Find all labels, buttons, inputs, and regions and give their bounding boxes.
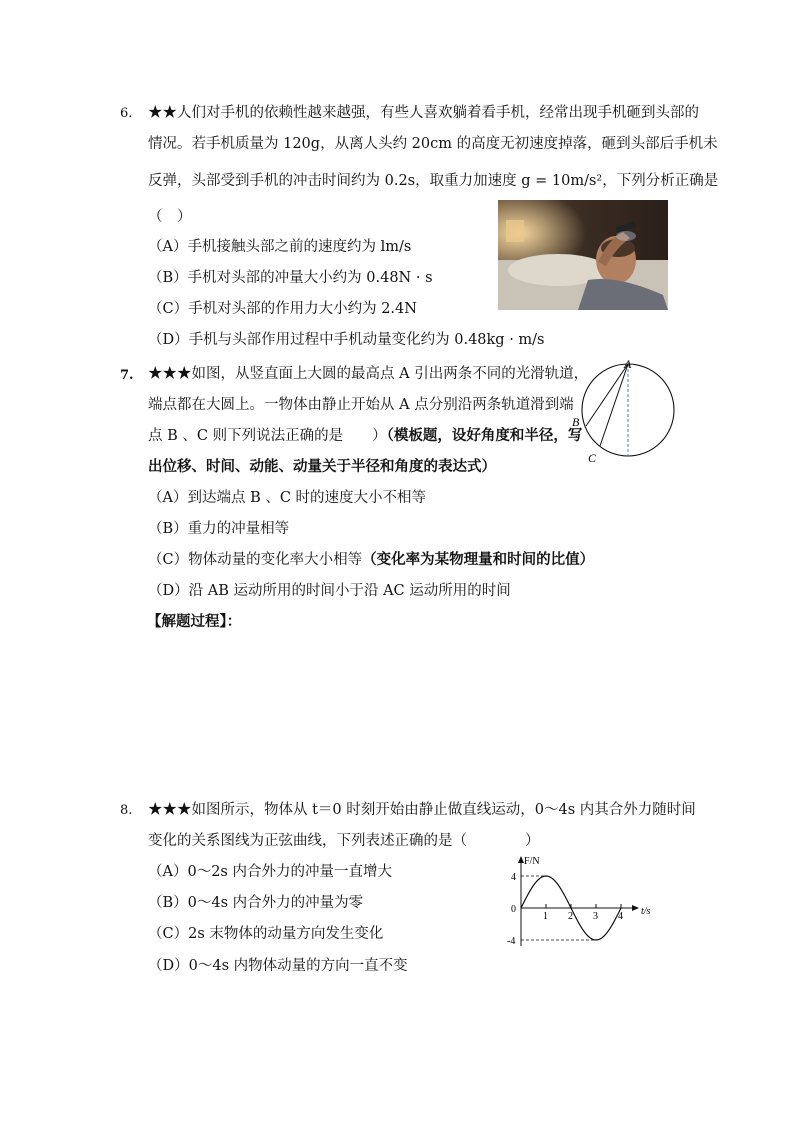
track-ac: [600, 364, 628, 446]
q7-option-c: [148, 551, 594, 569]
q7-option-b: （B）重力的冲量相等: [148, 521, 290, 537]
q6-stem-line-3: 反弹，头部受到手机的冲击时间约为 0.2s，取重力加速度 g = 10m/s²，下列分析正确是: [148, 173, 719, 189]
point-b-label: B: [572, 415, 580, 429]
q6-option-a: （A）手机接触头部之前的速度约为 lm/s: [148, 239, 412, 255]
q6-stem-line-2: 情况。若手机质量为 120g，从离人头约 20cm 的高度无初速度掉落，砸到头部后手机未: [148, 136, 718, 152]
q7-option-a: （A）到达端点 B 、C 时的速度大小不相等: [148, 490, 427, 506]
x-axis-arrow: [632, 905, 639, 911]
q6-answer-bracket: （ ）: [148, 209, 192, 225]
force-time-chart: [505, 852, 665, 952]
q6-option-b: （B）手机对头部的冲量大小约为 0.48N · s: [148, 270, 433, 286]
question-6-number: 6.: [120, 106, 133, 121]
x-axis-label: t/s: [641, 906, 651, 917]
q7-solution-label: 【解题过程】：: [147, 613, 242, 630]
track-ab: [586, 364, 628, 426]
x-tick-label-4: 4: [618, 911, 623, 922]
q7-hint-part-1: （模板题，设好角度和半径，写: [386, 427, 583, 444]
q7-stem-line-1: ★★★如图，从竖直面上大圆的最高点 A 引出两条不同的光滑轨道，: [148, 366, 589, 382]
question-8-number: 8.: [120, 803, 133, 818]
q7-option-d: （D）沿 AB 运动所用的时间小于沿 AC 运动所用的时间: [148, 583, 511, 599]
y-tick-label-0: 4: [511, 872, 516, 883]
q8-stem-line-1: ★★★如图所示，物体从 t＝0 时刻开始由静止做直线运动，0～4s 内其合外力随时间: [148, 802, 696, 818]
q7-option-c-note: （变化率为某物理量和时间的比值）: [362, 551, 595, 568]
q7-hint-part-2: 出位移、时间、动能、动量关于半径和角度的表达式）: [148, 458, 496, 475]
q8-option-b: （B）0～4s 内合外力的冲量为零: [148, 895, 364, 911]
x-tick-label-2: 2: [568, 911, 573, 922]
circle-track-figure: [568, 358, 678, 468]
q8-option-d: （D）0～4s 内物体动量的方向一直不变: [148, 958, 408, 974]
q8-stem-line-2: 变化的关系图线为正弦曲线，下列表述正确的是（ ）: [148, 833, 540, 849]
q7-stem-line-3: [148, 427, 582, 445]
point-c-label: C: [588, 451, 597, 465]
y-axis-label: F/N: [524, 856, 540, 867]
q7-stem-line-2: 端点都在大圆上。一物体由静止开始从 A 点分别沿两条轨道滑到端: [148, 397, 574, 413]
x-tick-label-1: 1: [543, 911, 548, 922]
q6-option-d: （D）手机与头部作用过程中手机动量变化约为 0.48kg · m/s: [148, 332, 545, 348]
y-tick-label-1: 0: [511, 904, 516, 915]
q6-stem-line-1: ★★人们对手机的依赖性越来越强，有些人喜欢躺着看手机，经常出现手机砸到头部的: [148, 105, 699, 121]
q7-stem-line-3-text: 点 B 、C 则下列说法正确的是 ）: [148, 428, 387, 444]
y-tick-label-2: -4: [507, 936, 516, 947]
x-tick-label-3: 3: [593, 911, 598, 922]
q6-option-c: （C）手机对头部的作用力大小约为 2.4N: [148, 301, 417, 317]
point-a-label: A: [624, 358, 632, 371]
q7-option-c-text: （C）物体动量的变化率大小相等: [148, 552, 363, 568]
q8-option-c: （C）2s 末物体的动量方向发生变化: [148, 926, 384, 942]
phone-in-bed-photo: [498, 200, 668, 310]
q8-option-a: （A）0～2s 内合外力的冲量一直增大: [148, 864, 392, 880]
question-7-number: 7.: [120, 368, 134, 383]
